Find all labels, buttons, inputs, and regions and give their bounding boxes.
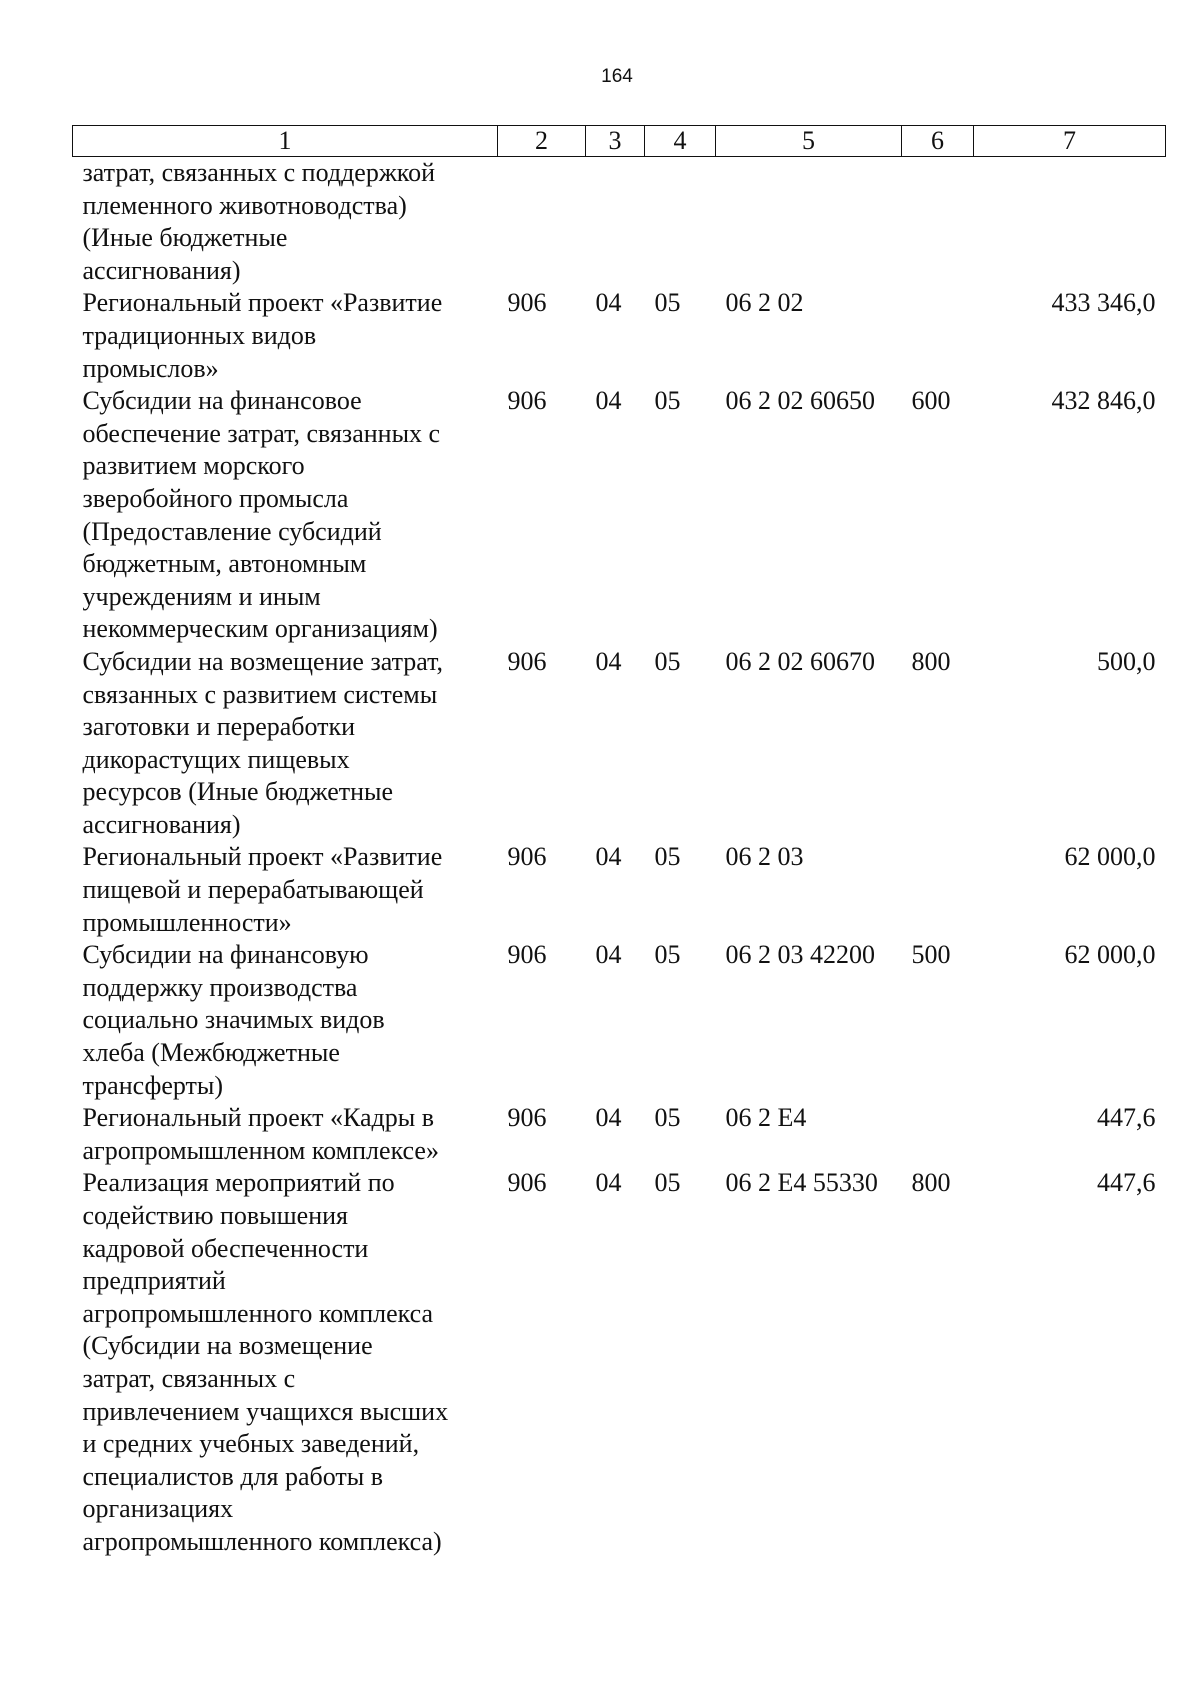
cell-pr: 05 bbox=[654, 288, 681, 318]
cell-pr bbox=[645, 157, 716, 288]
cell-rz: 04 bbox=[595, 842, 622, 872]
table-row bbox=[73, 157, 1166, 288]
column-header: 4 bbox=[645, 126, 716, 157]
column-header: 7 bbox=[974, 126, 1166, 157]
cell-pr: 05 bbox=[654, 1103, 681, 1133]
cell-sum bbox=[974, 157, 1166, 288]
table-row bbox=[73, 841, 1166, 939]
cell-ved: 906 bbox=[507, 1103, 547, 1133]
cell-sum: 447,6 bbox=[1097, 1103, 1156, 1133]
cell-sum: 500,0 bbox=[1097, 646, 1156, 676]
table-row bbox=[73, 287, 1166, 385]
cell-vr bbox=[902, 157, 974, 288]
cell-pr: 05 bbox=[654, 940, 681, 970]
cell-sum: 447,6 bbox=[1097, 1168, 1156, 1198]
cell-sum: 62 000,0 bbox=[1064, 842, 1156, 872]
cell-name: затрат, связанных с поддержкой племенного животноводства) (Иные бюджетные ассигнования) bbox=[82, 158, 436, 285]
cell-sum: 62 000,0 bbox=[1064, 940, 1156, 970]
table-row bbox=[73, 385, 1166, 646]
cell-vr bbox=[902, 841, 974, 939]
cell-rz: 04 bbox=[595, 940, 622, 970]
cell-ved: 906 bbox=[507, 288, 547, 318]
cell-rz bbox=[586, 157, 645, 288]
cell-rz: 04 bbox=[595, 288, 622, 318]
cell-csr: 06 2 E4 bbox=[725, 1103, 807, 1133]
cell-csr: 06 2 03 bbox=[725, 842, 804, 872]
cell-vr: 800 bbox=[911, 646, 951, 676]
cell-sum: 432 846,0 bbox=[1051, 386, 1156, 416]
column-header: 6 bbox=[902, 126, 974, 157]
cell-pr: 05 bbox=[654, 386, 681, 416]
cell-pr: 05 bbox=[654, 842, 681, 872]
cell-name: Региональный проект «Развитие пищевой и перерабатывающей промышленности» bbox=[82, 842, 443, 937]
table-header-row bbox=[73, 126, 1166, 157]
page-number: 164 bbox=[601, 66, 633, 87]
table-row bbox=[73, 939, 1166, 1102]
cell-ved: 906 bbox=[507, 386, 547, 416]
cell-csr bbox=[716, 157, 902, 288]
cell-csr: 06 2 03 42200 bbox=[725, 940, 875, 970]
cell-name: Реализация мероприятий по содействию повышения кадровой обеспеченности предприятий агропромышленного комплекса (Субсидии на возмещение затрат, связанных с привлечением учащихся высших и средних учебных заведений, специалистов для работы в организациях агропромышленного комплекса) bbox=[82, 1168, 449, 1556]
cell-vr bbox=[902, 1102, 974, 1167]
cell-ved: 906 bbox=[507, 1168, 547, 1198]
cell-vr: 500 bbox=[911, 940, 951, 970]
table-row bbox=[73, 1102, 1166, 1167]
cell-name: Субсидии на финансовое обеспечение затрат, связанных с развитием морского зверобойного промысла (Предоставление субсидий бюджетным, автономным учреждениям и иным некоммерческим организациям) bbox=[82, 386, 441, 644]
budget-table bbox=[72, 125, 1166, 1559]
cell-name: Субсидии на финансовую поддержку производства социально значимых видов хлеба (Межбюджетные трансферты) bbox=[82, 940, 385, 1100]
column-header: 3 bbox=[586, 126, 645, 157]
cell-name: Региональный проект «Развитие традиционных видов промыслов» bbox=[82, 288, 443, 383]
table-row bbox=[73, 1167, 1166, 1558]
cell-vr: 600 bbox=[911, 386, 951, 416]
table-row bbox=[73, 646, 1166, 842]
column-header: 2 bbox=[498, 126, 586, 157]
cell-rz: 04 bbox=[595, 1103, 622, 1133]
cell-ved: 906 bbox=[507, 646, 547, 676]
cell-rz: 04 bbox=[595, 1168, 622, 1198]
cell-csr: 06 2 02 60650 bbox=[725, 386, 875, 416]
cell-vr bbox=[902, 287, 974, 385]
cell-name: Субсидии на возмещение затрат, связанных с развитием системы заготовки и переработки дикорастущих пищевых ресурсов (Иные бюджетные ассигнования) bbox=[82, 646, 444, 839]
cell-vr: 800 bbox=[911, 1168, 951, 1198]
cell-pr: 05 bbox=[654, 1168, 681, 1198]
cell-rz: 04 bbox=[595, 646, 622, 676]
cell-name: Региональный проект «Кадры в агропромышленном комплексе» bbox=[82, 1103, 439, 1165]
cell-csr: 06 2 02 bbox=[725, 288, 804, 318]
column-header: 5 bbox=[716, 126, 902, 157]
cell-csr: 06 2 02 60670 bbox=[725, 646, 875, 676]
cell-pr: 05 bbox=[654, 646, 681, 676]
cell-ved bbox=[498, 157, 586, 288]
column-header: 1 bbox=[73, 126, 498, 157]
cell-rz: 04 bbox=[595, 386, 622, 416]
cell-ved: 906 bbox=[507, 940, 547, 970]
cell-csr: 06 2 E4 55330 bbox=[725, 1168, 878, 1198]
cell-ved: 906 bbox=[507, 842, 547, 872]
cell-sum: 433 346,0 bbox=[1051, 288, 1156, 318]
